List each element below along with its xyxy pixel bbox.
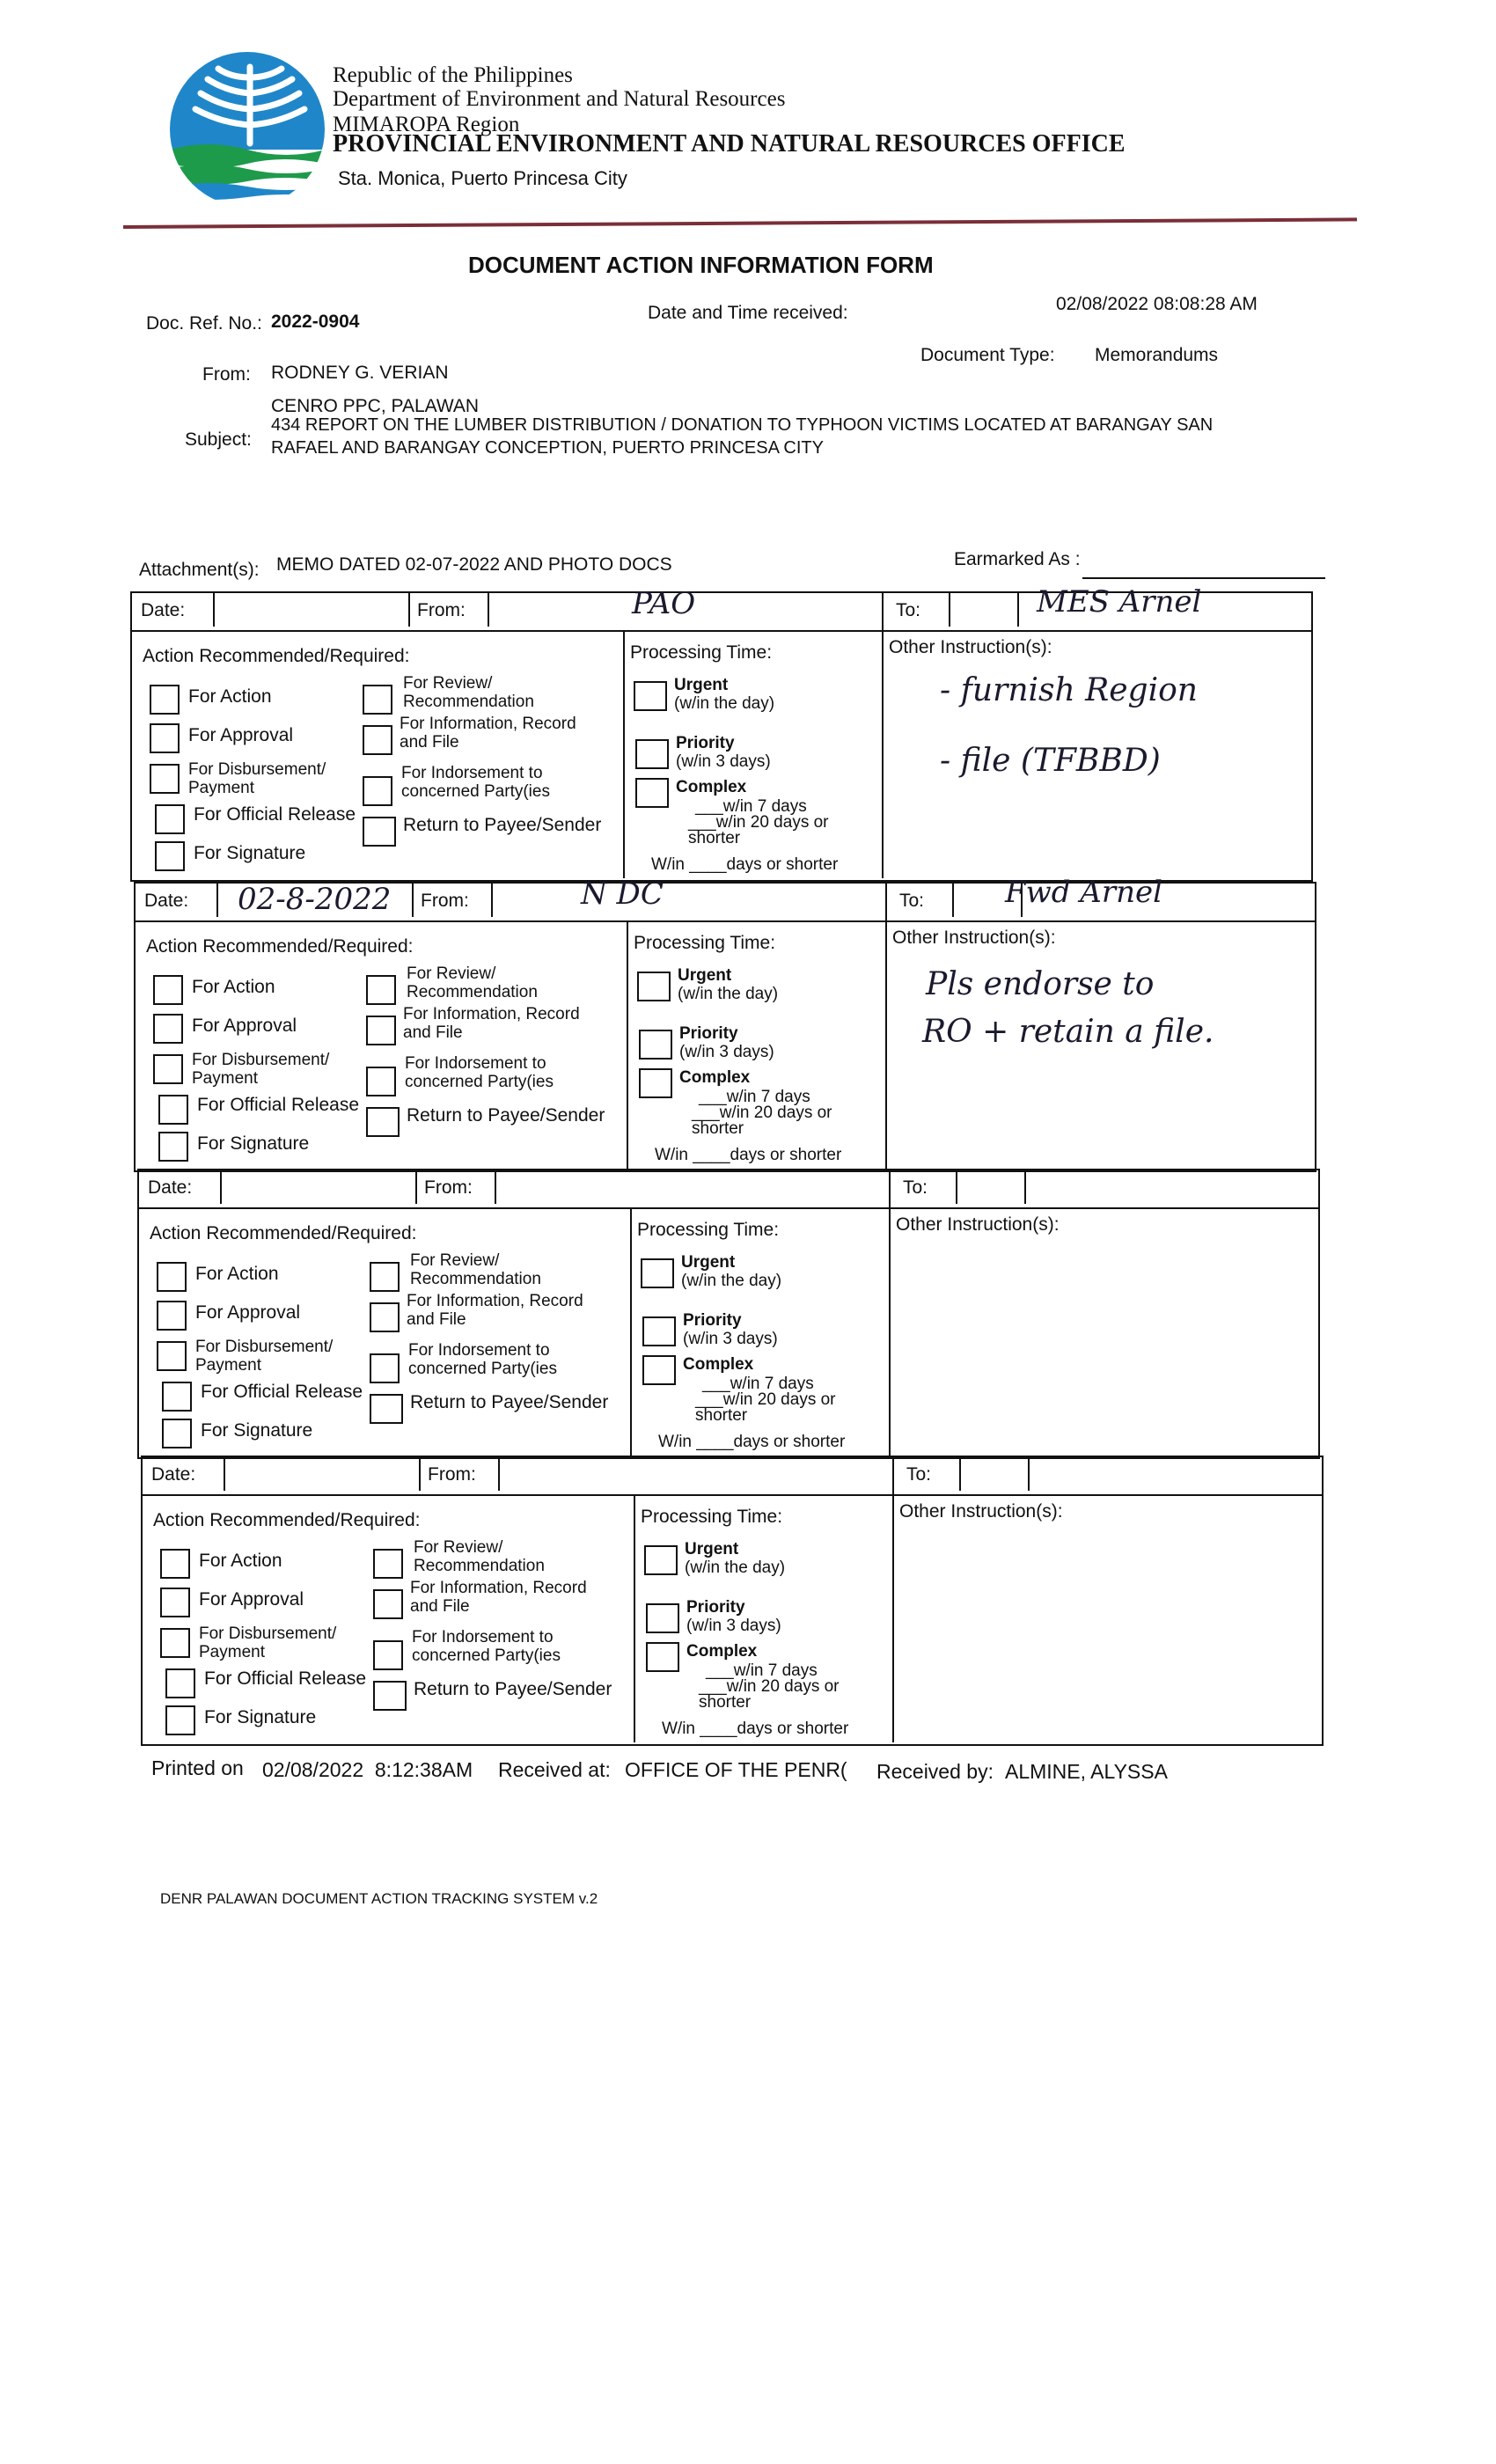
routing-block-2 bbox=[134, 875, 1316, 1172]
for-review-label: For Review/ Recommendation bbox=[403, 674, 534, 711]
urgent-label: Urgent (w/in the day) bbox=[681, 1253, 782, 1290]
printed-on-value: 02/08/2022 8:12:38AM bbox=[262, 1758, 473, 1781]
for-review-checkbox[interactable] bbox=[363, 685, 392, 715]
priority-label: Priority (w/in 3 days) bbox=[686, 1598, 781, 1635]
for-disbursement-label: For Disbursement/ Payment bbox=[188, 760, 326, 797]
doc-type-label: Document Type: bbox=[920, 345, 1055, 365]
processing-time-label: Processing Time: bbox=[637, 1220, 780, 1240]
printed-on-label: Printed on bbox=[151, 1756, 244, 1779]
routing-block-1 bbox=[130, 584, 1313, 882]
instruction-line-1[interactable]: - furnish Region bbox=[940, 672, 1198, 708]
for-review-checkbox[interactable] bbox=[373, 1549, 403, 1579]
for-disbursement-checkbox[interactable] bbox=[150, 764, 180, 794]
for-action-label: For Action bbox=[195, 1264, 279, 1284]
for-indorsement-checkbox[interactable] bbox=[366, 1067, 396, 1096]
header-divider bbox=[123, 217, 1357, 229]
action-required-label: Action Recommended/Required: bbox=[146, 936, 414, 957]
attachments-value: MEMO DATED 02-07-2022 AND PHOTO DOCS bbox=[276, 554, 672, 575]
other-instructions-label: Other Instruction(s): bbox=[899, 1501, 1063, 1522]
from-label: From: bbox=[428, 1464, 476, 1485]
urgent-label: Urgent (w/in the day) bbox=[674, 676, 775, 713]
other-instructions-label: Other Instruction(s): bbox=[889, 637, 1052, 657]
attachments-label: Attachment(s): bbox=[139, 560, 260, 580]
for-indorsement-checkbox[interactable] bbox=[370, 1353, 400, 1383]
for-official-release-checkbox[interactable] bbox=[155, 804, 185, 834]
return-payee-label: Return to Payee/Sender bbox=[410, 1392, 609, 1412]
routing-to[interactable]: Fwd Arnel bbox=[1005, 875, 1162, 910]
processing-time-label: Processing Time: bbox=[641, 1507, 783, 1527]
routing-to[interactable]: MES Arnel bbox=[1037, 584, 1202, 620]
priority-checkbox[interactable] bbox=[639, 1030, 672, 1060]
received-by-label: Received by: bbox=[876, 1760, 994, 1783]
complex-checkbox[interactable] bbox=[635, 778, 669, 808]
from-name: RODNEY G. VERIAN bbox=[271, 363, 449, 383]
for-indorsement-checkbox[interactable] bbox=[363, 776, 392, 806]
action-required-label: Action Recommended/Required: bbox=[143, 646, 410, 666]
for-indorsement-checkbox[interactable] bbox=[373, 1640, 403, 1670]
return-payee-checkbox[interactable] bbox=[363, 817, 396, 847]
to-label: To: bbox=[899, 891, 925, 911]
instruction-line-2[interactable]: - file (TFBBD) bbox=[940, 743, 1161, 779]
for-information-checkbox[interactable] bbox=[363, 725, 392, 755]
date-label: Date: bbox=[151, 1464, 196, 1485]
received-at-label: Received at: bbox=[498, 1758, 611, 1781]
from-label: From: bbox=[202, 364, 251, 385]
for-information-label: For Information, Record and File bbox=[410, 1579, 587, 1616]
return-payee-checkbox[interactable] bbox=[366, 1107, 400, 1137]
return-payee-label: Return to Payee/Sender bbox=[414, 1679, 612, 1699]
for-review-label: For Review/ Recommendation bbox=[414, 1538, 545, 1575]
for-disbursement-label: For Disbursement/ Payment bbox=[192, 1051, 330, 1088]
for-action-label: For Action bbox=[192, 977, 275, 997]
system-name: DENR PALAWAN DOCUMENT ACTION TRACKING SYSTEM v.2 bbox=[160, 1890, 598, 1907]
complex-label: Complex bbox=[676, 778, 747, 796]
for-action-label: For Action bbox=[199, 1551, 282, 1571]
for-disbursement-label: For Disbursement/ Payment bbox=[199, 1624, 337, 1661]
for-review-checkbox[interactable] bbox=[366, 975, 396, 1005]
action-required-label: Action Recommended/Required: bbox=[153, 1510, 421, 1530]
complex-options: ___w/in 7 days ___w/in 20 days or shorter bbox=[688, 797, 829, 847]
earmarked-line bbox=[1082, 577, 1325, 579]
form-title: DOCUMENT ACTION INFORMATION FORM bbox=[468, 252, 934, 278]
within-days-label: W/in ____days or shorter bbox=[658, 1433, 846, 1451]
for-indorsement-label: For Indorsement to concerned Party(ies bbox=[412, 1628, 561, 1665]
header-penro: PROVINCIAL ENVIRONMENT AND NATURAL RESOURCES OFFICE bbox=[333, 130, 1126, 158]
return-payee-checkbox[interactable] bbox=[373, 1681, 407, 1711]
for-approval-label: For Approval bbox=[199, 1589, 304, 1610]
for-action-label: For Action bbox=[188, 686, 272, 707]
date-label: Date: bbox=[148, 1177, 193, 1198]
header-region: MIMAROPA Region bbox=[333, 113, 520, 136]
to-label: To: bbox=[896, 600, 921, 620]
from-label: From: bbox=[417, 600, 466, 620]
for-official-release-label: For Official Release bbox=[204, 1668, 367, 1689]
date-label: Date: bbox=[144, 891, 189, 911]
urgent-label: Urgent (w/in the day) bbox=[685, 1540, 786, 1577]
denr-logo bbox=[169, 51, 326, 208]
for-action-checkbox[interactable] bbox=[150, 685, 180, 715]
subject-line-2: RAFAEL AND BARANGAY CONCEPTION, PUERTO PRINCESA CITY bbox=[271, 438, 824, 458]
for-official-release-checkbox[interactable] bbox=[158, 1095, 188, 1125]
priority-checkbox[interactable] bbox=[646, 1603, 679, 1633]
for-review-label: For Review/ Recommendation bbox=[407, 964, 538, 1001]
from-label: From: bbox=[424, 1177, 473, 1198]
header-address: Sta. Monica, Puerto Princesa City bbox=[338, 167, 627, 189]
complex-options: ___w/in 7 days ___w/in 20 days or shorter bbox=[692, 1088, 832, 1138]
urgent-checkbox[interactable] bbox=[641, 1258, 674, 1288]
routing-date[interactable]: 02-8-2022 bbox=[238, 882, 392, 917]
priority-label: Priority (w/in 3 days) bbox=[679, 1024, 774, 1061]
for-disbursement-checkbox[interactable] bbox=[153, 1054, 183, 1084]
for-official-release-label: For Official Release bbox=[201, 1382, 363, 1402]
for-approval-checkbox[interactable] bbox=[160, 1588, 190, 1617]
for-action-checkbox[interactable] bbox=[157, 1262, 187, 1292]
doc-ref-label: Doc. Ref. No.: bbox=[146, 313, 262, 334]
return-payee-label: Return to Payee/Sender bbox=[407, 1105, 605, 1126]
action-required-label: Action Recommended/Required: bbox=[150, 1223, 417, 1243]
for-official-release-label: For Official Release bbox=[197, 1095, 360, 1115]
for-information-label: For Information, Record and File bbox=[400, 715, 576, 752]
for-approval-label: For Approval bbox=[188, 725, 294, 745]
for-official-release-checkbox[interactable] bbox=[165, 1668, 195, 1698]
subject-label: Subject: bbox=[185, 429, 252, 450]
for-approval-checkbox[interactable] bbox=[150, 723, 180, 753]
complex-label: Complex bbox=[683, 1355, 754, 1374]
other-instructions-label: Other Instruction(s): bbox=[892, 928, 1056, 948]
within-days-label: W/in ____days or shorter bbox=[651, 855, 839, 874]
for-information-checkbox[interactable] bbox=[366, 1016, 396, 1045]
for-action-checkbox[interactable] bbox=[160, 1549, 190, 1579]
routing-block-4 bbox=[141, 1456, 1324, 1746]
priority-checkbox[interactable] bbox=[642, 1316, 676, 1346]
within-days-label: W/in ____days or shorter bbox=[655, 1146, 842, 1164]
to-label: To: bbox=[903, 1177, 928, 1198]
for-review-checkbox[interactable] bbox=[370, 1262, 400, 1292]
complex-label: Complex bbox=[686, 1642, 758, 1661]
return-payee-label: Return to Payee/Sender bbox=[403, 815, 602, 835]
processing-time-label: Processing Time: bbox=[634, 933, 776, 953]
for-disbursement-checkbox[interactable] bbox=[157, 1341, 187, 1371]
subject-line-1: 434 REPORT ON THE LUMBER DISTRIBUTION / DONATION TO TYPHOON VICTIMS LOCATED AT BARANGAY SAN bbox=[271, 415, 1214, 435]
complex-label: Complex bbox=[679, 1068, 751, 1087]
routing-from[interactable]: PAO bbox=[632, 586, 696, 621]
return-payee-checkbox[interactable] bbox=[370, 1394, 403, 1424]
processing-time-label: Processing Time: bbox=[630, 642, 773, 663]
for-approval-checkbox[interactable] bbox=[157, 1301, 187, 1331]
within-days-label: W/in ____days or shorter bbox=[662, 1720, 849, 1738]
header-republic: Republic of the Philippines bbox=[333, 63, 573, 87]
header-department: Department of Environment and Natural Resources bbox=[333, 87, 786, 111]
from-office: CENRO PPC, PALAWAN bbox=[271, 396, 480, 416]
for-signature-label: For Signature bbox=[194, 843, 306, 863]
for-signature-label: For Signature bbox=[197, 1133, 310, 1154]
date-label: Date: bbox=[141, 600, 186, 620]
priority-checkbox[interactable] bbox=[635, 739, 669, 769]
urgent-checkbox[interactable] bbox=[637, 972, 671, 1001]
for-approval-checkbox[interactable] bbox=[153, 1014, 183, 1044]
from-label: From: bbox=[421, 891, 469, 911]
for-information-checkbox[interactable] bbox=[370, 1302, 400, 1332]
instruction-line-1[interactable]: Pls endorse to bbox=[926, 966, 1155, 1002]
for-official-release-label: For Official Release bbox=[194, 804, 356, 825]
for-official-release-checkbox[interactable] bbox=[162, 1382, 192, 1412]
for-signature-checkbox[interactable] bbox=[158, 1132, 188, 1162]
for-information-label: For Information, Record and File bbox=[407, 1292, 583, 1329]
received-by-value: ALMINE, ALYSSA bbox=[1005, 1760, 1168, 1783]
priority-label: Priority (w/in 3 days) bbox=[683, 1311, 778, 1348]
for-approval-label: For Approval bbox=[195, 1302, 301, 1323]
to-label: To: bbox=[906, 1464, 932, 1485]
complex-checkbox[interactable] bbox=[642, 1355, 676, 1385]
for-signature-label: For Signature bbox=[204, 1707, 317, 1727]
for-signature-checkbox[interactable] bbox=[155, 841, 185, 871]
urgent-checkbox[interactable] bbox=[644, 1545, 678, 1575]
doc-type-value: Memorandums bbox=[1095, 345, 1219, 365]
other-instructions-label: Other Instruction(s): bbox=[896, 1214, 1060, 1235]
for-signature-checkbox[interactable] bbox=[162, 1419, 192, 1448]
received-label: Date and Time received: bbox=[648, 303, 848, 323]
doc-ref-value: 2022-0904 bbox=[271, 312, 360, 332]
for-action-checkbox[interactable] bbox=[153, 975, 183, 1005]
earmarked-label: Earmarked As : bbox=[954, 549, 1081, 569]
for-indorsement-label: For Indorsement to concerned Party(ies bbox=[405, 1054, 554, 1091]
for-indorsement-label: For Indorsement to concerned Party(ies bbox=[401, 764, 550, 801]
complex-checkbox[interactable] bbox=[646, 1642, 679, 1672]
for-indorsement-label: For Indorsement to concerned Party(ies bbox=[408, 1341, 557, 1378]
received-at-value: OFFICE OF THE PENR( bbox=[625, 1758, 847, 1781]
for-information-label: For Information, Record and File bbox=[403, 1005, 580, 1042]
urgent-label: Urgent (w/in the day) bbox=[678, 966, 779, 1003]
priority-label: Priority (w/in 3 days) bbox=[676, 734, 771, 771]
instruction-line-2[interactable]: RO + retain a file. bbox=[922, 1014, 1214, 1050]
complex-options: ___w/in 7 days ___w/in 20 days or shorter bbox=[699, 1661, 840, 1712]
for-signature-checkbox[interactable] bbox=[165, 1705, 195, 1735]
routing-from[interactable]: N DC bbox=[581, 876, 664, 912]
for-signature-label: For Signature bbox=[201, 1420, 313, 1441]
complex-options: ___w/in 7 days ___w/in 20 days or shorter bbox=[695, 1375, 836, 1425]
for-approval-label: For Approval bbox=[192, 1016, 297, 1036]
for-information-checkbox[interactable] bbox=[373, 1589, 403, 1619]
for-review-label: For Review/ Recommendation bbox=[410, 1251, 541, 1288]
received-value: 02/08/2022 08:08:28 AM bbox=[1056, 294, 1258, 314]
routing-block-3 bbox=[137, 1169, 1320, 1459]
complex-checkbox[interactable] bbox=[639, 1068, 672, 1098]
for-disbursement-checkbox[interactable] bbox=[160, 1628, 190, 1658]
urgent-checkbox[interactable] bbox=[634, 681, 667, 711]
for-disbursement-label: For Disbursement/ Payment bbox=[195, 1338, 334, 1375]
